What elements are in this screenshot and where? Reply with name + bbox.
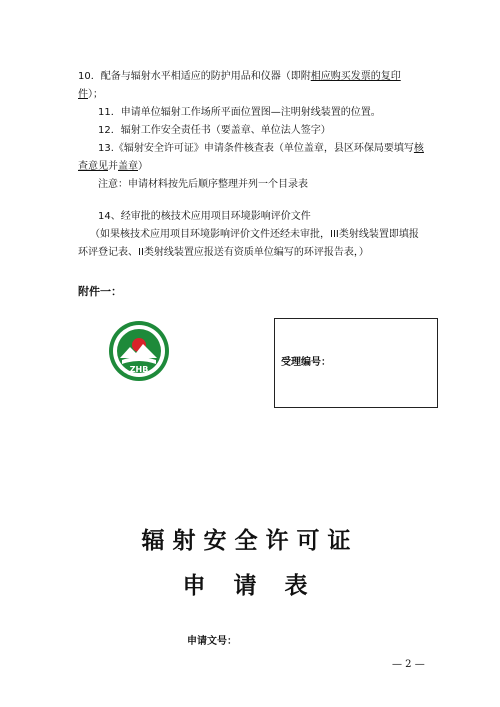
item-10-end: ）； (88, 89, 103, 100)
item-13-mid: 并 (108, 161, 118, 172)
item-14-detail-1 (90, 226, 450, 244)
item-10 (78, 68, 438, 86)
page-number: — 2 — (392, 659, 425, 670)
item-13-continued (78, 158, 438, 176)
item-14-detail-2 (78, 244, 438, 262)
note-line (98, 176, 458, 194)
item-10-text: 10．配备与辐射水平相适应的防护用品和仪器（即附 (78, 71, 311, 82)
item-13-text: 13.《辐射安全许可证》申请条件核查表（单位盖章，县区环保局要填写 (98, 143, 414, 154)
application-doc-number-label: 申请文号： (187, 636, 237, 647)
note-text: 注意：申请材料按先后顺序整理并列一个目录表 (98, 179, 308, 190)
item-14 (98, 208, 458, 226)
form-title: 辐射安全许可证 (141, 527, 359, 554)
item-10-continued (78, 86, 438, 104)
receipt-number-label: 受理编号： (281, 357, 331, 368)
item-11 (98, 104, 458, 122)
logo-text: ZHB (129, 365, 149, 374)
item-13-end: ） (138, 161, 148, 172)
item-10-underlined-2: 件 (78, 89, 88, 100)
item-12-text: 12．辐射工作安全责任书（要盖章、单位法人签字） (98, 125, 331, 136)
attachment-title: 附件一： (78, 285, 122, 298)
receipt-number-box (274, 318, 438, 408)
environmental-protection-logo (108, 320, 170, 382)
item-12 (98, 122, 458, 140)
item-10-underlined: 相应购买发票的复印 (310, 71, 401, 82)
item-14-detail-1-text: （如果核技术应用项目环境影响评价文件还经未审批，III类射线装置即填报 (90, 229, 419, 240)
form-subtitle: 申 请 表 (182, 572, 318, 599)
item-13-underlined: 核 (413, 143, 424, 154)
item-14-detail-2-text: 环评登记表、II类射线装置应报送有资质单位编写的环评报告表，） (78, 247, 369, 258)
item-14-text: 14、经审批的核技术应用项目环境影响评价文件 (98, 211, 311, 222)
item-13-underlined-3: 盖章 (118, 161, 138, 172)
item-13-underlined-2: 查意见 (78, 161, 108, 172)
item-13 (98, 140, 458, 158)
item-11-text: 11．申请单位辐射工作场所平面位置图—注明射线装置的位置。 (98, 107, 381, 118)
